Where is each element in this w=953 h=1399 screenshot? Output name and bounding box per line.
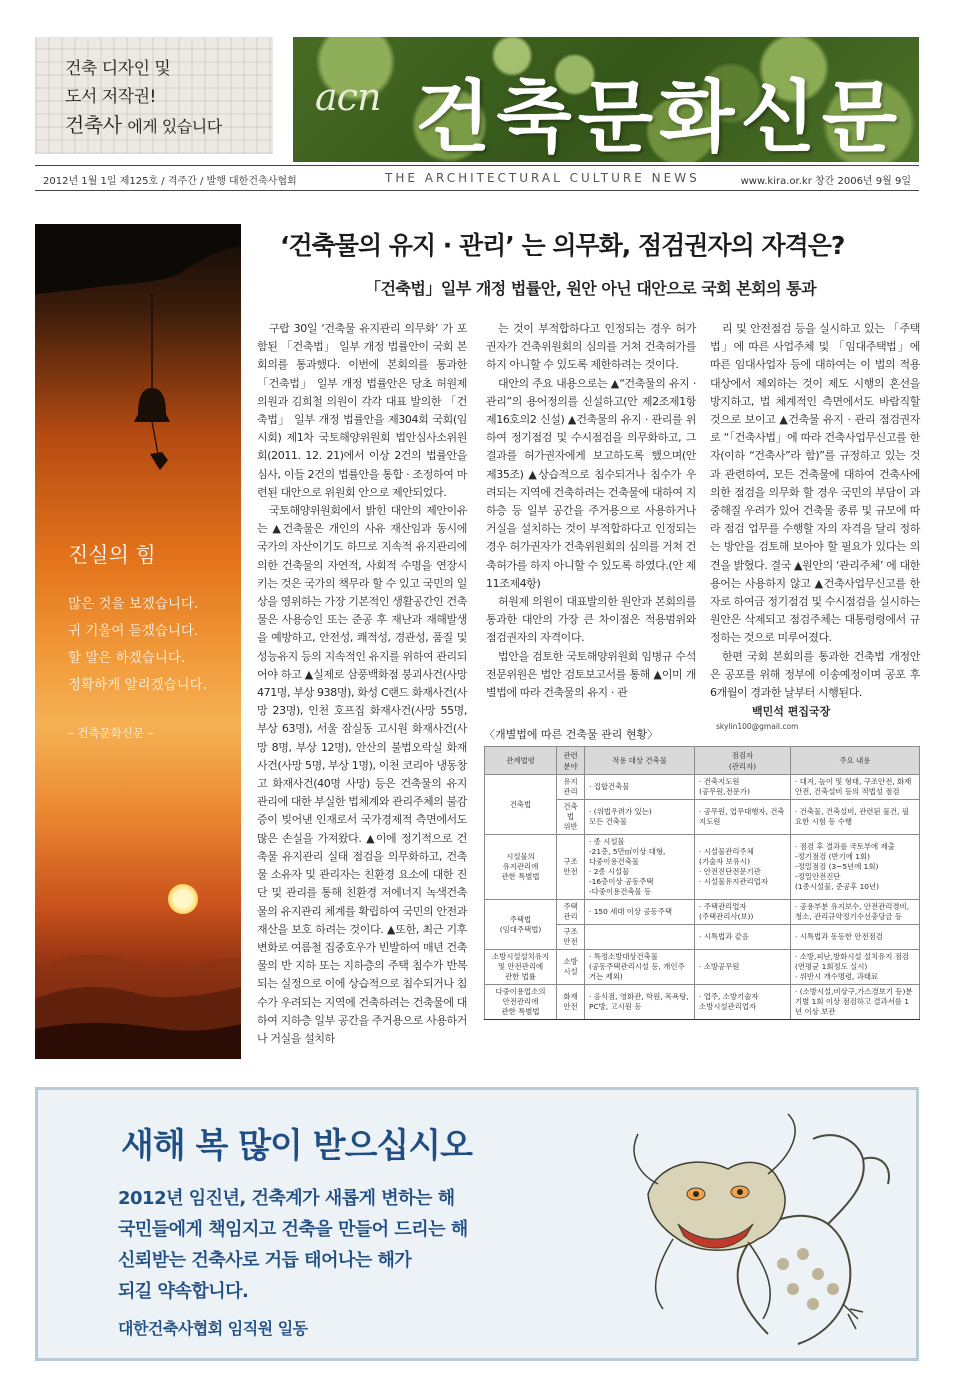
table-cell: 구조 안전 <box>557 925 585 950</box>
table-cell: · 주택관리업자 (주택관리사(보)) <box>695 900 791 925</box>
author-email: skylin100@gmail.com <box>716 722 799 731</box>
table-cell: 건축법 위반 <box>557 800 585 835</box>
header-cell: 주요 내용 <box>791 747 920 775</box>
table-cell: · 시특법과 동등한 안전점검 <box>791 925 920 950</box>
table-row <box>485 775 920 800</box>
issue-date: 2012년 1월 1일 제125호 / 격주간 / 발행 대한건축사협회 <box>43 176 297 187</box>
article-headline: ‘건축물의 유지 · 관리’ 는 의무화, 점검권자의 자격은? <box>280 231 845 260</box>
table-row <box>485 985 920 1020</box>
table-cell: · 시특법과 같음 <box>695 925 791 950</box>
site-info: www.kira.or.kr 창간 2006년 9월 9일 <box>740 176 911 187</box>
message-line: 국민들에게 책임지고 건축을 만들어 드리는 해 <box>118 1219 468 1240</box>
header-cell: 관계법령 <box>485 747 557 775</box>
motto-line: 할 말은 하겠습니다. <box>68 650 186 666</box>
table-caption: 〈개별법에 따른 건축물 관리 현황〉 <box>484 728 659 741</box>
table-cell <box>585 925 695 950</box>
table-cell: 소방 시설 <box>557 950 585 985</box>
table-cell: 주택법 (임대주택법) <box>485 900 557 950</box>
paragraph: 구랍 30일 ‘건축물 유지관리 의무화’ 가 포함된 「건축법」 일부 개정 법률안이 국회 본회의를 통과했다. 이번에 본회의를 통과한 「건축법」 일부 개정 법률안은 당초 허원제 의원과 김희철 의원이 각각 대표 발의한 「건축법」 일부 개정 법률안을 제304회 국회(임시회) 제1차 국토해양위원회 법안심사소위원회(2011. 12. 21)에서 이상 2건의 법률안을 심사, 이들 2건의 법률안을 통합 · 조정하여 마련된 대안으로 위원회 안으로 제안되었다. <box>257 322 467 499</box>
table-cell: 소방시설설치유지 및 안전관리에 관한 법률 <box>485 950 557 985</box>
promo-line-1: 건축 디자인 및 <box>65 59 171 79</box>
law-table <box>484 746 920 1020</box>
table-cell: · 소방,피난,방화시설 설치유지 점검 (연평균 1회정도 실시) · 위반시 개수명령, 과태료 <box>791 950 920 985</box>
masthead-title: 건축문화신문 <box>415 73 904 162</box>
header-cell: 관련 분야 <box>557 747 585 775</box>
motto-line: 정확하게 알리겠습니다. <box>68 677 207 693</box>
dragon-illustration <box>618 1104 908 1352</box>
mountain-silhouette <box>35 859 241 1059</box>
sunset-sidebar <box>35 224 241 1059</box>
table-cell: · 건축물, 건축설비, 관련된 물건, 필요한 시험 등 수행 <box>791 800 920 835</box>
paragraph: 법안을 검토한 국토해양위원회 임병규 수석전문위원은 법안 검토보고서를 통해 ▲이미 개별법에 따라 건축물의 유지 · 관 <box>486 649 696 700</box>
table-cell: · 종 시설물 -21층, 5만㎡이상 대형, 다중이용건축물 · 2종 시설물 -16층이상 공동주택 -다중이용건축물 등 <box>585 835 695 900</box>
paragraph: 리 및 안전점검 등을 실시하고 있는 「주택법」에 따른 사업주체 및 「임대주택법」에 따른 임대사업자 등에 대하여는 이 법의 적용 대상에서 제외하는 것이 제도 시행의 혼선을 방지하고, 법 체계적인 측면에서도 바람직할 것으로 보이고 ▲건축물 유지 · 관리 점검권자로 “「건축사법」에 따라 건축사업무신고를 한 자(이하 “건축사”라 함)”를 규정하고 있는 것과 관련하여, 모든 건축물에 대하여 건축사에 의한 점검을 의무화 할 경우 국민의 부담이 과중해질 우려가 있어 건축물 종류 및 규모에 따라 점검 업무를 수행할 자의 자격을 달리 정하는 방안을 검토해 보아야 할 필요가 있다는 의견을 밝혔다. 결국 ▲원안의 ‘관리주체’ 에 대한 용어는 사용하지 않고 ▲건축사업무신고를 한 자로 하여금 정기점검 및 수시점검을 실시하는 원안은 삭제되고 점검주체는 대통령령에서 규정하는 것으로 미루어졌다. <box>710 322 920 645</box>
message-line: 되길 약속합니다. <box>118 1281 249 1302</box>
paragraph: 한편 국회 본회의를 통과한 건축법 개정안은 공포를 위해 정부에 이송예정이며 공포 후 6개월이 경과한 날부터 시행된다. <box>710 649 920 700</box>
table-cell: · 시설물관리주체 (기술자 보유시) · 안전진단전문기관 · 시설물유지관리업자 <box>695 835 791 900</box>
table-cell: 유지 관리 <box>557 775 585 800</box>
table-cell: · (소방시설,비상구,가스경보기 등)분기별 1회 이상 점검하고 결과서를 1년 이상 보관 <box>791 985 920 1020</box>
table-cell: 구조 안전 <box>557 835 585 900</box>
table-cell: 건축법 <box>485 775 557 835</box>
acn-logo: acn <box>315 75 381 119</box>
promo-line-2: 도서 저작권! <box>65 87 156 107</box>
table-cell: · 공무원, 업무대행자, 건축지도원 <box>695 800 791 835</box>
header-cell: 적용 대상 건축물 <box>585 747 695 775</box>
table-cell: 주택 관리 <box>557 900 585 925</box>
byline <box>710 703 920 732</box>
new-year-greeting <box>35 1087 919 1361</box>
greeting-message <box>118 1183 468 1307</box>
author-name: 백민석 편집국장 <box>752 705 831 718</box>
motto-line: 귀 기울여 듣겠습니다. <box>68 623 199 639</box>
article-subhead: 「건축법」일부 개정 법률안, 원안 아닌 대안으로 국회 본회의 통과 <box>365 279 817 298</box>
table-cell: · 건축지도원 (공무원,전문가) <box>695 775 791 800</box>
table-cell: · 점검 후 결과를 국토부에 제출 -정기점검 (반기에 1회) -정밀점검 (3~5년에 1회) -정밀안전진단 (1종시설물, 준공후 10년) <box>791 835 920 900</box>
article-column-2 <box>486 320 696 702</box>
greeting-from: 대한건축사협회 임직원 일동 <box>118 1319 308 1338</box>
table-cell: · 음식점, 영화관, 학원, 목욕탕, PC방, 고시원 등 <box>585 985 695 1020</box>
message-line: 2012년 임진년, 건축계가 새롭게 변하는 해 <box>118 1188 455 1209</box>
greeting-title: 새해 복 많이 받으십시오 <box>121 1126 472 1166</box>
paragraph: 국토해양위원회에서 밝힌 대안의 제안이유는 ▲건축물은 개인의 사유 재산임과 동시에 국가의 자산이기도 하므로 지속적 유지관리에 의한 건축물의 자연적, 사회적 수명을 연장시키는 것은 국가의 책무라 할 수 있고 국민의 일상을 영위하는 가장 기본적인 생활공간인 건축물은 사용승인 또는 준공 후 재난과 재해발생을 예방하고, 안전성, 쾌적성, 경관성, 품질 및 성능유지 등의 지속적인 유지를 위하여 관리되어야 하고 ▲실제로 삼풍백화점 붕괴사건(사망 471명, 부상 938명), 화성 C랜드 화재사건(사망 23명), 인천 호프집 화재사건(사망 55명, 부상 63명), 서울 잠실동 고시원 화재사건(사망 8명, 부상 12명), 안산의 불법오락실 화재사건(사망 5명, 부상 1명), 이천 코리아 냉동창고 화재사건(40명 사망) 등은 건축물의 유지관리에 대한 부실한 법체계와 관리주체의 불감증이 빚어낸 인재로서 국가경제적 측면에서도 많은 손실을 가져왔다. ▲이에 정기적으로 건축물 유지관리 실태 점검을 의무화하고, 건축물 소유자 및 관리자는 친환경 요소에 대한 진단 및 관리를 통해 친환경 저에너지 녹색건축물의 유지관리 체계를 확립하여 국민의 안전과 재산을 보호 하려는 것이다. ▲또한, 최근 기후 변화로 여름철 집중호우가 빈발하여 매년 건축물의 반 지하 또는 지하층의 주택 침수가 반복되는 실정으로 이에 상습적으로 침수되거나 침수가 우려되는 지역에 건축하려는 건축물에 대하여 지하층 일부 공간을 주거용으로 사용하거나 거실을 설치하 <box>257 504 467 1045</box>
table-header-row <box>485 747 920 775</box>
article-column-3 <box>710 320 920 702</box>
table-cell: · 공용부분 유지보수, 안전관리경비, 청소, 관리규약정기수선충당금 등 <box>791 900 920 925</box>
motto-heading: 진실의 힘 <box>68 543 156 567</box>
table-cell: · 150 세대 이상 공동주택 <box>585 900 695 925</box>
table-cell: 화재 안전 <box>557 985 585 1020</box>
english-name: THE ARCHITECTURAL CULTURE NEWS <box>385 171 700 185</box>
masthead <box>293 37 919 162</box>
table-row <box>485 835 920 900</box>
wind-bell-icon <box>90 294 240 494</box>
table-cell: · 특정소방대상건축물 (공동주택관리시설 등, 개인주거는 제외) <box>585 950 695 985</box>
promo-line-3 <box>65 111 273 141</box>
motto-line: 많은 것을 보겠습니다. <box>68 596 199 612</box>
truth-motto <box>68 539 207 741</box>
paragraph: 허원제 의원이 대표발의한 원안과 본회의를 통과한 대안의 가장 큰 차이점은 적용범위와 점검권자의 자격이다. <box>486 595 696 645</box>
table-row <box>485 900 920 925</box>
roof-eave-silhouette <box>35 224 241 294</box>
motto-signature: – 건축문화신문 – <box>68 726 154 740</box>
table-cell: · (위법우려가 있는) 모든 건축물 <box>585 800 695 835</box>
promo-emphasis: 건축사 <box>65 113 122 137</box>
table-cell: 시설물의 유지관리에 관한 특별법 <box>485 835 557 900</box>
article-column-1 <box>257 320 467 1048</box>
promo-suffix: 에게 있습니다 <box>127 117 222 136</box>
table-cell: 다중이용업소의 안전관리에 관한 특별법 <box>485 985 557 1020</box>
table-cell: · 업주, 소방기술자 소방시설관리업자 <box>695 985 791 1020</box>
promo-banner <box>35 37 273 154</box>
message-line: 신뢰받는 건축사로 거듭 태어나는 해가 <box>118 1250 412 1271</box>
paragraph: 는 것이 부적합하다고 인정되는 경우 허가권자가 건축위원회의 심의를 거쳐 건축허가를 하지 아니할 수 있도록 제한하려는 것이다. <box>486 322 696 372</box>
table-cell: · 집합건축물 <box>585 775 695 800</box>
dateline-bar <box>35 165 919 191</box>
table-row <box>485 950 920 985</box>
paragraph: 대안의 주요 내용으로는 ▲“건축물의 유지 · 관리”의 용어정의를 신설하고(안 제2조제1항제16호의2 신설) ▲건축물의 유지 · 관리를 위하여 정기점검 및 수시점검을 의무화하고, 그 결과를 허가권자에게 보고하도록 했으며(안 제35조) ▲상습적으로 침수되거나 침수가 우려되는 지역에 건축하려는 건축물에 대하여 지하층 등 일부 공간을 주거용으로 사용하거나 거실을 설치하는 것이 부적합하다고 인정되는 경우 허가권자가 건축위원회의 심의를 거쳐 건축허가를 하지 아니할 수 있도록 하였다.(안 제11조제4항) <box>486 376 696 590</box>
table-cell: · 소방공무원 <box>695 950 791 985</box>
table-cell: · 대지, 높이 및 형태, 구조안전, 화재안전, 건축설비 등의 적법성 점검 <box>791 775 920 800</box>
header-cell: 점검자 (관리자) <box>695 747 791 775</box>
